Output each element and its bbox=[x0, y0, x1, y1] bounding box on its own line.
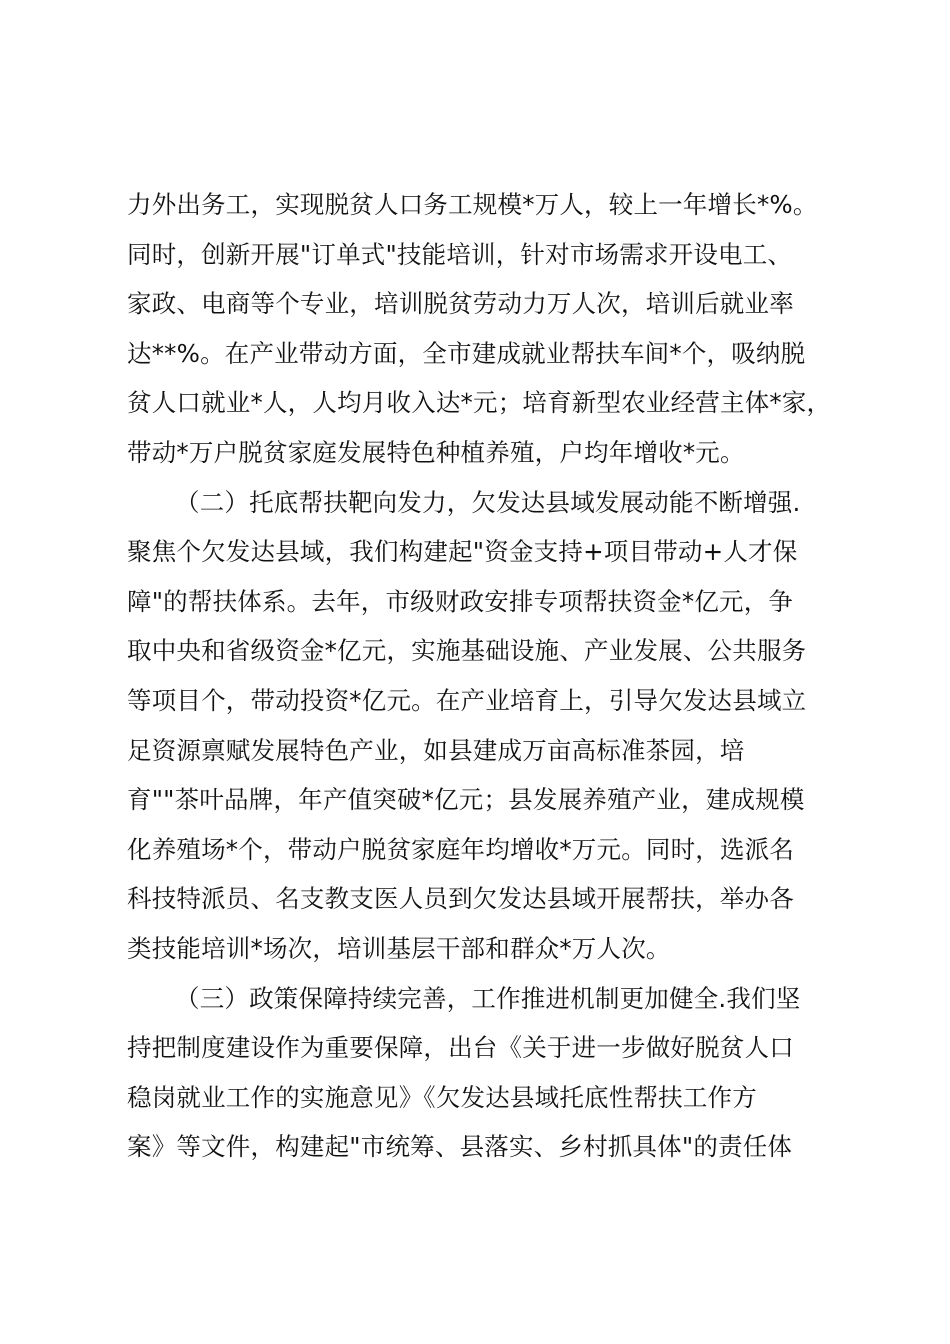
text-line: 育""茶叶品牌，年产值突破*亿元；县发展养殖产业，建成规模 bbox=[127, 785, 805, 815]
text-line: 同时，创新开展"订单式"技能培训，针对市场需求开设电工、 bbox=[127, 239, 793, 269]
section-heading-2: （二）托底帮扶靶向发力，欠发达县域发展动能不断增强. bbox=[175, 487, 801, 517]
text-line: 贫人口就业*人，人均月收入达*元；培育新型农业经营主体*家， bbox=[127, 388, 832, 418]
text-line: 化养殖场*个，带动户脱贫家庭年均增收*万元。同时，选派名 bbox=[127, 834, 795, 864]
text-line: 家政、电商等个专业，培训脱贫劳动力万人次，培训后就业率 bbox=[127, 289, 794, 319]
text-line: 带动*万户脱贫家庭发展特色种植养殖，户均年增收*元。 bbox=[127, 437, 745, 467]
text-line: 力外出务工，实现脱贫人口务工规模*万人，较上一年增长*%。 bbox=[127, 190, 818, 219]
text-line: 稳岗就业工作的实施意见》《欠发达县域托底性帮扶工作方 bbox=[127, 1082, 757, 1112]
text-line: 持把制度建设作为重要保障，出台《关于进一步做好脱贫人口 bbox=[127, 1033, 794, 1063]
text-line: 聚焦个欠发达县域，我们构建起"资金支持+项目带动+人才保 bbox=[127, 537, 798, 567]
text-line: 案》等文件，构建起"市统筹、县落实、乡村抓具体"的责任体 bbox=[127, 1132, 793, 1162]
body-text bbox=[127, 180, 847, 1172]
text-line: 足资源禀赋发展特色产业，如县建成万亩高标准茶园，培 bbox=[127, 735, 745, 765]
text-line: 类技能培训*场次，培训基层干部和群众*万人次。 bbox=[127, 933, 671, 963]
text-line: 科技特派员、名支教支医人员到欠发达县域开展帮扶，举办各 bbox=[127, 884, 794, 914]
text-line: 取中央和省级资金*亿元，实施基础设施、产业发展、公共服务 bbox=[127, 636, 807, 666]
text-line: 达**%。在产业带动方面，全市建成就业帮扶车间*个，吸纳脱 bbox=[127, 338, 806, 368]
section-heading-3: （三）政策保障持续完善，工作推进机制更加健全.我们坚 bbox=[175, 983, 801, 1013]
text-line: 障"的帮扶体系。去年，市级财政安排专项帮扶资金*亿元，争 bbox=[127, 586, 794, 616]
text-line: 等项目个，带动投资*亿元。在产业培育上，引导欠发达县域立 bbox=[127, 685, 807, 715]
